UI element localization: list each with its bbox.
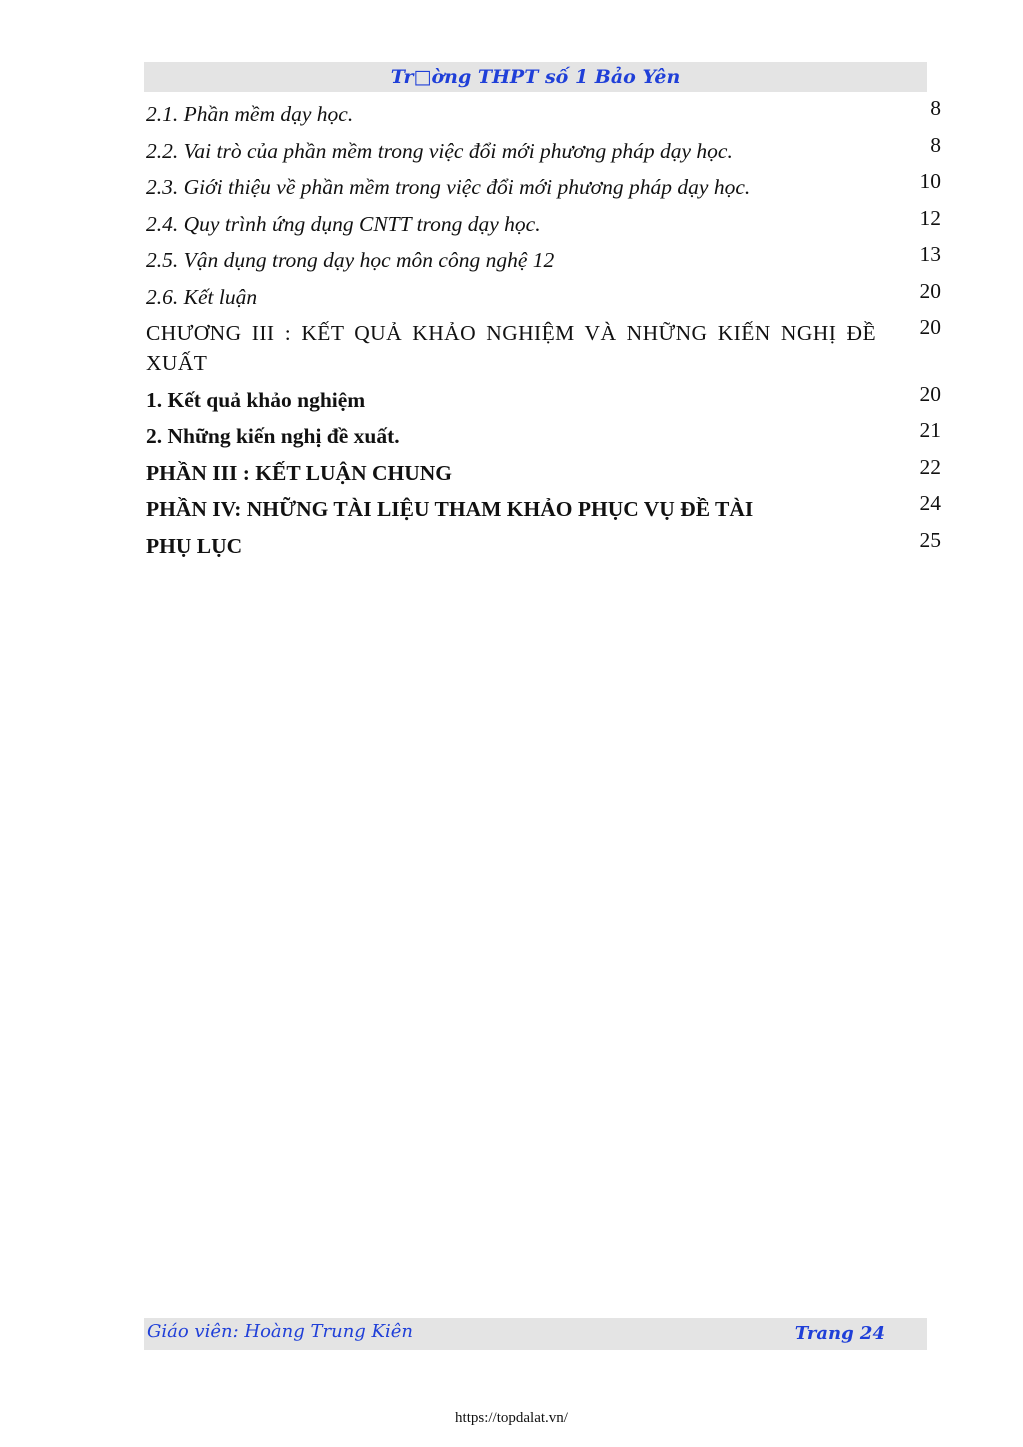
page-header	[144, 62, 927, 92]
toc-entry-title: 2.6. Kết luận	[146, 284, 258, 309]
toc-chapter-entry[interactable]	[146, 315, 941, 378]
toc-entry[interactable]	[146, 96, 941, 129]
toc-entry-title: PHẦN III : KẾT LUẬN CHUNG	[146, 460, 453, 485]
toc-entry-title: 1. Kết quả khảo nghiệm	[146, 387, 366, 412]
toc-entry-title: 2.5. Vận dụng trong dạy học môn công nghệ 12	[146, 248, 555, 272]
toc-entry[interactable]	[146, 205, 941, 239]
toc-entry[interactable]	[146, 278, 941, 312]
toc-entry[interactable]	[146, 418, 941, 451]
toc-entry-page: 13	[919, 242, 941, 266]
toc-entry-title: 2.2. Vai trò của phần mềm trong việc đổi mới phương pháp dạy học.	[146, 138, 733, 163]
toc-entry-page: 22	[919, 454, 941, 479]
toc-entry-title: 2.3. Giới thiệu về phần mềm trong việc đổi mới phương pháp dạy học.	[146, 175, 751, 199]
toc-entry[interactable]	[146, 491, 941, 524]
toc-entry-page: 21	[919, 418, 941, 442]
toc-entry-title: PHẦN IV: NHỮNG TÀI LIỆU THAM KHẢO PHỤC VỤ ĐỀ TÀI	[146, 497, 754, 521]
toc-entry-page: 8	[930, 96, 941, 120]
toc-entry-title: 2.1. Phần mềm dạy học.	[146, 102, 354, 126]
toc-entry-page: 24	[919, 491, 941, 515]
toc-entry-page: 10	[919, 169, 941, 193]
school-name: Tr□ờng THPT số 1 Bảo Yên	[390, 66, 681, 88]
toc-entry[interactable]	[146, 381, 941, 415]
toc-entry-title: 2.4. Quy trình ứng dụng CNTT trong dạy học.	[146, 211, 541, 236]
source-url[interactable]: https://topdalat.vn/	[455, 1410, 568, 1426]
toc-entry[interactable]	[146, 527, 941, 561]
toc-entry-page: 20	[919, 381, 941, 406]
table-of-contents	[146, 96, 941, 567]
teacher-name: Giáo viên: Hoàng Trung Kiên	[147, 1321, 413, 1342]
toc-entry-page: 12	[919, 205, 941, 230]
page-footer	[144, 1318, 927, 1350]
toc-entry-title: CHƯƠNG III : KẾT QUẢ KHẢO NGHIỆM VÀ NHỮNG KIẾN NGHỊ ĐỀ XUẤT	[146, 321, 876, 375]
toc-entry[interactable]	[146, 169, 941, 202]
toc-entry-page: 8	[930, 132, 941, 157]
toc-entry-title: PHỤ LỤC	[146, 533, 243, 558]
toc-entry-title: 2. Những kiến nghị đề xuất.	[146, 424, 400, 448]
page-number: Trang 24	[794, 1323, 885, 1344]
toc-entry-page: 20	[919, 315, 941, 339]
toc-entry-page: 20	[919, 278, 941, 303]
toc-entry[interactable]	[146, 454, 941, 488]
toc-entry[interactable]	[146, 242, 941, 275]
toc-entry-page: 25	[919, 527, 941, 552]
toc-entry[interactable]	[146, 132, 941, 166]
